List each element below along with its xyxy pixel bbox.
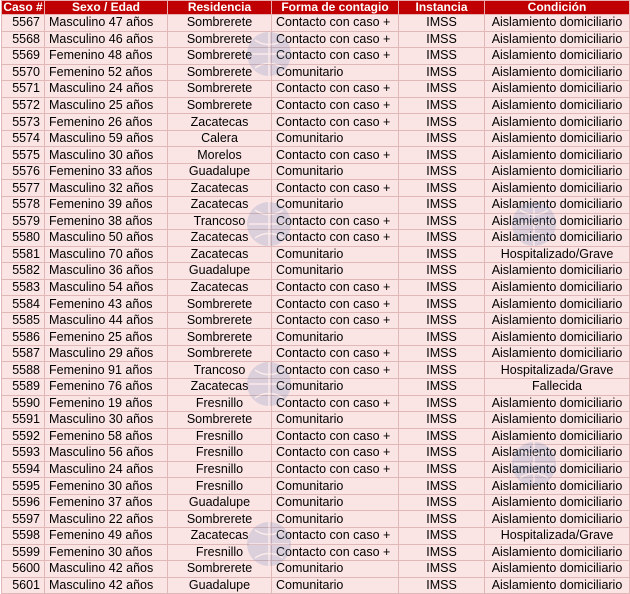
table-row: [2, 412, 630, 429]
sex-age-cell: Femenino 52 años: [45, 64, 168, 81]
condition-cell: Aislamiento domiciliario: [485, 31, 630, 48]
table-row: [2, 494, 630, 511]
condition-cell: Aislamiento domiciliario: [485, 81, 630, 98]
sex-age-cell: Masculino 42 años: [45, 577, 168, 594]
case-number-cell: 5591: [2, 412, 45, 429]
contagion-cell: Comunitario: [272, 64, 399, 81]
residence-cell: Guadalupe: [168, 263, 272, 280]
contagion-cell: Contacto con caso +: [272, 362, 399, 379]
case-number-cell: 5588: [2, 362, 45, 379]
condition-cell: Aislamiento domiciliario: [485, 577, 630, 594]
case-number-cell: 5589: [2, 379, 45, 396]
sex-age-cell: Femenino 33 años: [45, 163, 168, 180]
residence-cell: Fresnillo: [168, 428, 272, 445]
condition-cell: Aislamiento domiciliario: [485, 197, 630, 214]
sex-age-cell: Masculino 24 años: [45, 81, 168, 98]
condition-cell: Aislamiento domiciliario: [485, 213, 630, 230]
cases-table: [1, 0, 630, 594]
case-number-cell: 5573: [2, 114, 45, 131]
condition-cell: Aislamiento domiciliario: [485, 147, 630, 164]
institution-cell: IMSS: [399, 64, 485, 81]
case-number-cell: 5600: [2, 561, 45, 578]
case-number-cell: 5599: [2, 544, 45, 561]
case-number-cell: 5574: [2, 130, 45, 147]
contagion-cell: Contacto con caso +: [272, 48, 399, 65]
case-number-cell: 5579: [2, 213, 45, 230]
table-row: [2, 97, 630, 114]
table-row: [2, 64, 630, 81]
institution-cell: IMSS: [399, 494, 485, 511]
sex-age-cell: Masculino 59 años: [45, 130, 168, 147]
table-row: [2, 329, 630, 346]
case-number-cell: 5581: [2, 246, 45, 263]
contagion-cell: Contacto con caso +: [272, 461, 399, 478]
contagion-cell: Contacto con caso +: [272, 97, 399, 114]
institution-cell: IMSS: [399, 246, 485, 263]
case-number-cell: 5582: [2, 263, 45, 280]
table-row: [2, 180, 630, 197]
case-number-cell: 5593: [2, 445, 45, 462]
institution-cell: IMSS: [399, 395, 485, 412]
contagion-cell: Comunitario: [272, 412, 399, 429]
case-number-cell: 5584: [2, 296, 45, 313]
contagion-cell: Contacto con caso +: [272, 527, 399, 544]
institution-cell: IMSS: [399, 97, 485, 114]
institution-cell: IMSS: [399, 461, 485, 478]
institution-cell: IMSS: [399, 296, 485, 313]
table-row: [2, 130, 630, 147]
sex-age-cell: Masculino 32 años: [45, 180, 168, 197]
column-header: Sexo / Edad: [45, 1, 168, 15]
sex-age-cell: Masculino 30 años: [45, 412, 168, 429]
sex-age-cell: Femenino 49 años: [45, 527, 168, 544]
sex-age-cell: Masculino 29 años: [45, 345, 168, 362]
condition-cell: Hospitalizada/Grave: [485, 362, 630, 379]
condition-cell: Aislamiento domiciliario: [485, 494, 630, 511]
table-row: [2, 428, 630, 445]
contagion-cell: Comunitario: [272, 197, 399, 214]
residence-cell: Trancoso: [168, 213, 272, 230]
case-number-cell: 5598: [2, 527, 45, 544]
condition-cell: Aislamiento domiciliario: [485, 428, 630, 445]
institution-cell: IMSS: [399, 577, 485, 594]
institution-cell: IMSS: [399, 31, 485, 48]
table-row: [2, 114, 630, 131]
sex-age-cell: Femenino 43 años: [45, 296, 168, 313]
contagion-cell: Contacto con caso +: [272, 312, 399, 329]
case-number-cell: 5596: [2, 494, 45, 511]
contagion-cell: Contacto con caso +: [272, 114, 399, 131]
table-row: [2, 31, 630, 48]
table-row: [2, 15, 630, 32]
table-row: [2, 48, 630, 65]
condition-cell: Aislamiento domiciliario: [485, 561, 630, 578]
case-number-cell: 5590: [2, 395, 45, 412]
sex-age-cell: Femenino 48 años: [45, 48, 168, 65]
table-row: [2, 279, 630, 296]
condition-cell: Aislamiento domiciliario: [485, 263, 630, 280]
condition-cell: Aislamiento domiciliario: [485, 312, 630, 329]
residence-cell: Sombrerete: [168, 48, 272, 65]
table-row: [2, 345, 630, 362]
sex-age-cell: Masculino 42 años: [45, 561, 168, 578]
institution-cell: IMSS: [399, 180, 485, 197]
residence-cell: Zacatecas: [168, 230, 272, 247]
residence-cell: Sombrerete: [168, 511, 272, 528]
residence-cell: Sombrerete: [168, 329, 272, 346]
contagion-cell: Contacto con caso +: [272, 544, 399, 561]
condition-cell: Hospitalizada/Grave: [485, 527, 630, 544]
condition-cell: Aislamiento domiciliario: [485, 461, 630, 478]
institution-cell: IMSS: [399, 114, 485, 131]
residence-cell: Sombrerete: [168, 345, 272, 362]
table-row: [2, 81, 630, 98]
table-row: [2, 296, 630, 313]
sex-age-cell: Femenino 30 años: [45, 478, 168, 495]
condition-cell: Aislamiento domiciliario: [485, 395, 630, 412]
residence-cell: Sombrerete: [168, 312, 272, 329]
contagion-cell: Comunitario: [272, 263, 399, 280]
contagion-cell: Comunitario: [272, 329, 399, 346]
institution-cell: IMSS: [399, 561, 485, 578]
contagion-cell: Contacto con caso +: [272, 230, 399, 247]
table-body: [2, 15, 630, 594]
sex-age-cell: Femenino 37 años: [45, 494, 168, 511]
contagion-cell: Comunitario: [272, 577, 399, 594]
sex-age-cell: Masculino 56 años: [45, 445, 168, 462]
sex-age-cell: Masculino 36 años: [45, 263, 168, 280]
contagion-cell: Contacto con caso +: [272, 180, 399, 197]
case-number-cell: 5585: [2, 312, 45, 329]
institution-cell: IMSS: [399, 527, 485, 544]
sex-age-cell: Masculino 44 años: [45, 312, 168, 329]
sex-age-cell: Femenino 25 años: [45, 329, 168, 346]
table-row: [2, 478, 630, 495]
residence-cell: Fresnillo: [168, 395, 272, 412]
case-number-cell: 5575: [2, 147, 45, 164]
contagion-cell: Contacto con caso +: [272, 395, 399, 412]
case-number-cell: 5583: [2, 279, 45, 296]
table-row: [2, 511, 630, 528]
sex-age-cell: Masculino 22 años: [45, 511, 168, 528]
column-header: Caso #: [3, 0, 43, 14]
residence-cell: Zacatecas: [168, 246, 272, 263]
institution-cell: IMSS: [399, 511, 485, 528]
institution-cell: IMSS: [399, 147, 485, 164]
residence-cell: Sombrerete: [168, 561, 272, 578]
case-number-cell: 5592: [2, 428, 45, 445]
residence-cell: Morelos: [168, 147, 272, 164]
sex-age-cell: Masculino 24 años: [45, 461, 168, 478]
contagion-cell: Contacto con caso +: [272, 213, 399, 230]
residence-cell: Guadalupe: [168, 163, 272, 180]
institution-cell: IMSS: [399, 312, 485, 329]
residence-cell: Zacatecas: [168, 527, 272, 544]
case-number-cell: 5570: [2, 64, 45, 81]
table-row: [2, 312, 630, 329]
sex-age-cell: Femenino 39 años: [45, 197, 168, 214]
sex-age-cell: Masculino 70 años: [45, 246, 168, 263]
case-number-cell: 5587: [2, 345, 45, 362]
residence-cell: Trancoso: [168, 362, 272, 379]
condition-cell: Aislamiento domiciliario: [485, 114, 630, 131]
table-row: [2, 263, 630, 280]
case-number-cell: 5580: [2, 230, 45, 247]
contagion-cell: Contacto con caso +: [272, 147, 399, 164]
case-number-cell: 5586: [2, 329, 45, 346]
table-row: [2, 544, 630, 561]
table-row: [2, 445, 630, 462]
institution-cell: IMSS: [399, 230, 485, 247]
contagion-cell: Comunitario: [272, 379, 399, 396]
condition-cell: Aislamiento domiciliario: [485, 544, 630, 561]
sex-age-cell: Masculino 46 años: [45, 31, 168, 48]
contagion-cell: Contacto con caso +: [272, 31, 399, 48]
column-header: Residencia: [168, 1, 272, 15]
residence-cell: Sombrerete: [168, 15, 272, 32]
table-row: [2, 561, 630, 578]
table-row: [2, 213, 630, 230]
sex-age-cell: Femenino 38 años: [45, 213, 168, 230]
residence-cell: Sombrerete: [168, 296, 272, 313]
case-number-cell: 5571: [2, 81, 45, 98]
condition-cell: Aislamiento domiciliario: [485, 163, 630, 180]
case-number-cell: 5597: [2, 511, 45, 528]
condition-cell: Aislamiento domiciliario: [485, 48, 630, 65]
contagion-cell: Comunitario: [272, 478, 399, 495]
condition-cell: Aislamiento domiciliario: [485, 478, 630, 495]
residence-cell: Calera: [168, 130, 272, 147]
table-row: [2, 379, 630, 396]
table-row: [2, 197, 630, 214]
institution-cell: IMSS: [399, 428, 485, 445]
residence-cell: Zacatecas: [168, 114, 272, 131]
sex-age-cell: Masculino 54 años: [45, 279, 168, 296]
table-row: [2, 461, 630, 478]
case-number-cell: 5594: [2, 461, 45, 478]
residence-cell: Fresnillo: [168, 461, 272, 478]
institution-cell: IMSS: [399, 15, 485, 32]
sex-age-cell: Masculino 50 años: [45, 230, 168, 247]
case-number-cell: 5572: [2, 97, 45, 114]
case-number-cell: 5568: [2, 31, 45, 48]
contagion-cell: Comunitario: [272, 511, 399, 528]
residence-cell: Sombrerete: [168, 31, 272, 48]
residence-cell: Fresnillo: [168, 478, 272, 495]
table-row: [2, 230, 630, 247]
contagion-cell: Contacto con caso +: [272, 279, 399, 296]
condition-cell: Aislamiento domiciliario: [485, 15, 630, 32]
contagion-cell: Contacto con caso +: [272, 81, 399, 98]
sex-age-cell: Masculino 25 años: [45, 97, 168, 114]
sex-age-cell: Masculino 47 años: [45, 15, 168, 32]
residence-cell: Zacatecas: [168, 197, 272, 214]
case-number-cell: 5595: [2, 478, 45, 495]
sex-age-cell: Femenino 58 años: [45, 428, 168, 445]
sex-age-cell: Femenino 30 años: [45, 544, 168, 561]
condition-cell: Hospitalizado/Grave: [485, 246, 630, 263]
condition-cell: Aislamiento domiciliario: [485, 64, 630, 81]
contagion-cell: Contacto con caso +: [272, 345, 399, 362]
institution-cell: IMSS: [399, 412, 485, 429]
institution-cell: IMSS: [399, 478, 485, 495]
condition-cell: Aislamiento domiciliario: [485, 296, 630, 313]
institution-cell: IMSS: [399, 279, 485, 296]
institution-cell: IMSS: [399, 544, 485, 561]
condition-cell: Aislamiento domiciliario: [485, 412, 630, 429]
table-row: [2, 147, 630, 164]
condition-cell: Aislamiento domiciliario: [485, 445, 630, 462]
residence-cell: Sombrerete: [168, 412, 272, 429]
sex-age-cell: Femenino 19 años: [45, 395, 168, 412]
condition-cell: Fallecida: [485, 379, 630, 396]
column-header: Forma de contagio: [272, 1, 399, 15]
column-header: Condición: [485, 1, 630, 15]
sex-age-cell: Masculino 30 años: [45, 147, 168, 164]
institution-cell: IMSS: [399, 130, 485, 147]
condition-cell: Aislamiento domiciliario: [485, 130, 630, 147]
contagion-cell: Comunitario: [272, 494, 399, 511]
institution-cell: IMSS: [399, 379, 485, 396]
table-header-row: [2, 1, 630, 15]
contagion-cell: Comunitario: [272, 163, 399, 180]
column-header: Instancia: [399, 1, 485, 15]
condition-cell: Aislamiento domiciliario: [485, 511, 630, 528]
residence-cell: Zacatecas: [168, 180, 272, 197]
residence-cell: Fresnillo: [168, 544, 272, 561]
sex-age-cell: Femenino 76 años: [45, 379, 168, 396]
residence-cell: Guadalupe: [168, 577, 272, 594]
institution-cell: IMSS: [399, 213, 485, 230]
residence-cell: Zacatecas: [168, 279, 272, 296]
condition-cell: Aislamiento domiciliario: [485, 345, 630, 362]
institution-cell: IMSS: [399, 329, 485, 346]
table-row: [2, 163, 630, 180]
contagion-cell: Comunitario: [272, 561, 399, 578]
sex-age-cell: Femenino 91 años: [45, 362, 168, 379]
case-number-cell: 5601: [2, 577, 45, 594]
contagion-cell: Contacto con caso +: [272, 296, 399, 313]
residence-cell: Zacatecas: [168, 379, 272, 396]
institution-cell: IMSS: [399, 48, 485, 65]
table-row: [2, 395, 630, 412]
condition-cell: Aislamiento domiciliario: [485, 329, 630, 346]
institution-cell: IMSS: [399, 81, 485, 98]
case-number-cell: 5578: [2, 197, 45, 214]
residence-cell: Sombrerete: [168, 81, 272, 98]
condition-cell: Aislamiento domiciliario: [485, 230, 630, 247]
table-row: [2, 527, 630, 544]
institution-cell: IMSS: [399, 163, 485, 180]
sex-age-cell: Femenino 26 años: [45, 114, 168, 131]
case-number-cell: 5567: [2, 15, 45, 32]
institution-cell: IMSS: [399, 445, 485, 462]
institution-cell: IMSS: [399, 345, 485, 362]
condition-cell: Aislamiento domiciliario: [485, 279, 630, 296]
contagion-cell: Contacto con caso +: [272, 428, 399, 445]
table-row: [2, 246, 630, 263]
condition-cell: Aislamiento domiciliario: [485, 180, 630, 197]
case-number-cell: 5577: [2, 180, 45, 197]
residence-cell: Sombrerete: [168, 97, 272, 114]
contagion-cell: Comunitario: [272, 246, 399, 263]
residence-cell: Guadalupe: [168, 494, 272, 511]
contagion-cell: Comunitario: [272, 130, 399, 147]
condition-cell: Aislamiento domiciliario: [485, 97, 630, 114]
institution-cell: IMSS: [399, 263, 485, 280]
case-number-cell: 5576: [2, 163, 45, 180]
case-number-cell: 5569: [2, 48, 45, 65]
contagion-cell: Contacto con caso +: [272, 445, 399, 462]
institution-cell: IMSS: [399, 197, 485, 214]
institution-cell: IMSS: [399, 362, 485, 379]
table-row: [2, 362, 630, 379]
table-row: [2, 577, 630, 594]
residence-cell: Fresnillo: [168, 445, 272, 462]
contagion-cell: Contacto con caso +: [272, 15, 399, 32]
residence-cell: Sombrerete: [168, 64, 272, 81]
